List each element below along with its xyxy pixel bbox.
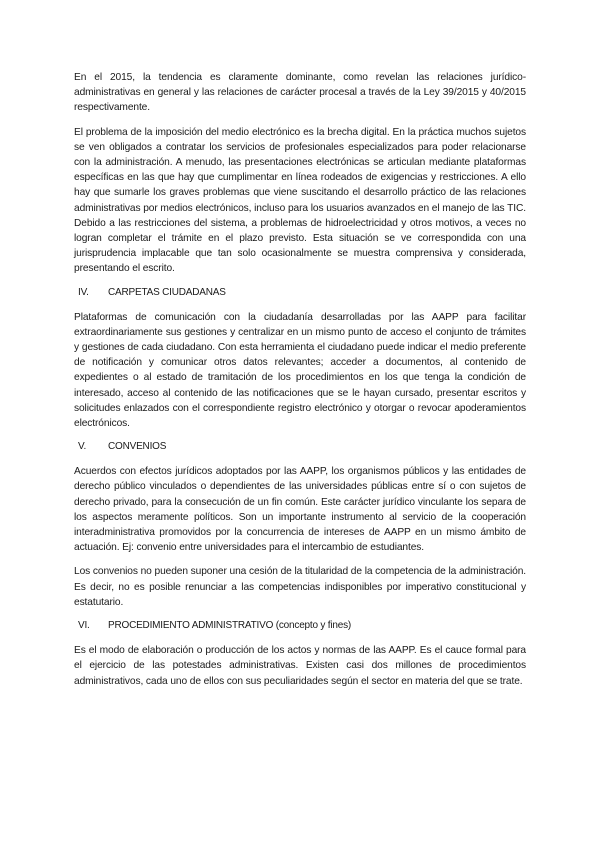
paragraph-ley-39-2015: En el 2015, la tendencia es claramente dominante, como revelan las relaciones jurídico-administrativas en general y las relaciones de carácter procesal a través de la Ley 39/2015 y 40/2015 respectivamente. [74, 72, 526, 114]
paragraph-convenios-definicion: Acuerdos con efectos jurídicos adoptados por las AAPP, los organismos públicos y las entidades de derecho público vinculados o dependientes de las universidades públicas entre sí o con sujetos de derecho privado, para la consecución de un fin común. Este carácter jurídico vinculante los separa de los aspectos meramente políticos. Son un importante instrumento al servicio de la cooperación interadministrativa promovidos por la concurrencia de intereses de AAPP en un mismo ámbito de actuación. Ej: convenio entre universidades para el intercambio de estudiantes. [74, 466, 526, 554]
section-title: PROCEDIMIENTO ADMINISTRATIVO (concepto y fines) [108, 620, 352, 632]
paragraph-carpetas: Plataformas de comunicación con la ciudadanía desarrolladas por las AAPP para facilitar extraordinariamente sus gestiones y centralizar en un mismo punto de acceso el conjunto de trámites y gestiones de cada ciudadano. Con esta herramienta el ciudadano puede indicar el medio preferente de notificación y comunicar otros datos relevantes; acceder a documentos, al contenido de expedientes o al estado de tramitación de los procedimientos en los que tenga la condición de interesado, acceso al contenido de las notificaciones que se le hayan cursado, presentar escritos y solicitudes enlazados con el correspondiente registro electrónico y otorgar o revocar apoderamientos electrónicos. [74, 311, 526, 430]
paragraph-convenios-cesion: Los convenios no pueden suponer una cesión de la titularidad de la competencia de la administración. Es decir, no es posible renunciar a las competencias indisponibles por imperativo constitucional y estatutario. [74, 566, 526, 608]
section-heading-carpetas-ciudadanas [78, 286, 526, 300]
section-title: CARPETAS CIUDADANAS [108, 286, 226, 298]
section-number: V. [78, 441, 87, 453]
section-heading-procedimiento [78, 619, 526, 633]
section-title: CONVENIOS [108, 441, 167, 453]
section-number: IV. [78, 286, 89, 298]
paragraph-procedimiento: Es el modo de elaboración o producción de los actos y normas de las AAPP. Es el cauce formal para el ejercicio de las potestades administrativas. Existen casi dos millones de procedimientos administrativos, cada uno de ellos con sus peculiaridades según el sector en materia del que se trate. [74, 645, 526, 687]
paragraph-brecha-digital: El problema de la imposición del medio electrónico es la brecha digital. En la práctica muchos sujetos se ven obligados a contratar los servicios de profesionales especializados para poder relacionarse con la administración. A menudo, las presentaciones electrónicas se articulan mediante plataformas específicas en las que hay que cumplimentar en línea rodeados de exigencias y restricciones. A ello hay que sumarle los graves problemas que viene suscitando el desarrollo práctico de las relaciones administrativas por medios electrónicos, incluso para los usuarios avanzados en el manejo de las TIC. Debido a las restricciones del sistema, a problemas de hidroelectricidad y otros motivos, a veces no logran completar el trámite en el plazo previsto. Esta situación se ve correspondida con una jurisprudencia implacable que tan solo ocasionalmente se muestra comprensiva y considerada, presentando el escrito. [74, 126, 526, 275]
section-heading-convenios [78, 440, 526, 454]
section-number: VI. [78, 620, 90, 632]
